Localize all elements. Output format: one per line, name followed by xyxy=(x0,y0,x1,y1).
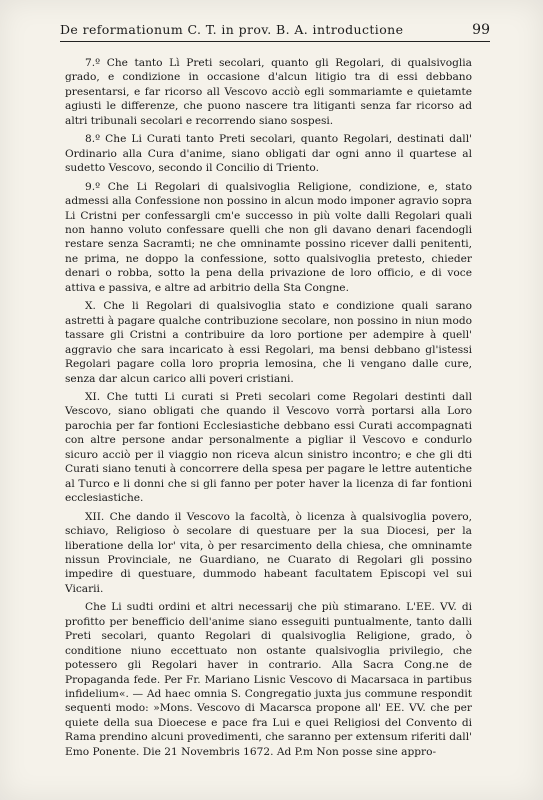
header-rule xyxy=(60,41,490,42)
paragraph-8: 8.º Che Li Curati tanto Preti secolari, quanto Regolari, destinati dall' Ordinario alla Cura d'anime, siano obligati dar ogni anno il quartese al sudetto Vescovo, secondo il Concilio di Triento. xyxy=(65,133,472,175)
paragraph-closing: Che Li sudti ordini et altri necessarij che più stimarano. L'EE. VV. di profitto per benefficio dell'anime siano esseguiti puntualmente, tanto dalli Preti secolari, quanto Regolari di qualsivoglia Religione, grado, ò conditione niuno eccettuato non ostante qualsivoglia privilegio, che potessero gli Regolari haver in contrario. Alla Sacra Cong.ne de Propaganda fede. Per Fr. Mariano Lisnic Vescovo di Macarsaca in partibus infidelium«. — Ad haec omnia S. Congregatio juxta jus commune respondit sequenti modo: »Mons. Vescovo di Macarsca propone all' EE. VV. che per quiete della sua Dioecese e pace fra Lui e quei Religiosi del Convento di Rama prendino alcuni provedimenti, che saranno per extensum riferiti dall' Emo Ponente. Die 21 Novembris 1672. Ad P.m Non posse sine appro- xyxy=(65,601,472,758)
running-header xyxy=(60,22,490,38)
header-title: De reformationum C. T. in prov. B. A. introductione xyxy=(60,22,404,37)
paragraph-x: X. Che li Regolari di qualsivoglia stato e condizione quali sarano astretti à pagare qualche contribuzione secolare, non possino in niun modo tassare gli Cristni a contribuire da loro portione per adempire à quell' aggravio che sara incaricato à essi Regolari, ma bensi debbano gl'istessi Regolari pagare colla loro propria lemosina, che li vengano dalle cure, senza dar alcun carico alli poveri cristiani. xyxy=(65,300,472,385)
paragraph-xi: XI. Che tutti Li curati si Preti secolari come Regolari destinti dall Vescovo, siano obligati che quando il Vescovo vorrà portarsi alla Loro parochia per far fontioni Ecclesiastiche debbano essi Curati accompagnati con altre persone andar personalmente a pigliar il Vescovo e condurlo sicuro acciò per il viaggio non riceva alcun sinistro incontro; e che gli dti Curati siano tenuti à concorrere della spesa per pagare le lettre autentiche al Turco e li donni che si gli fanno per poter haver la licenza di far fontioni ecclesiastiche. xyxy=(65,390,472,505)
paragraph-9: 9.º Che Li Regolari di qualsivoglia Religione, condizione, e, stato admessi alla Confessione non possino in alcun modo imponer agravio sopra Li Cristni per confessargli cm'e successo in più volte dalli Regolari quali non hanno voluto confessare quelli che non gli davano denari facendogli restare senza Sacramti; ne che omninamte possino ricever dalli penitenti, ne prima, ne doppo la confessione, sotto qualsivoglia pretesto, chieder denari o robba, sotto la pena della privazione de loro officio, e di voce attiva e passiva, e altre ad arbitrio della Sta Congne. xyxy=(65,180,472,294)
paragraph-xii: XII. Che dando il Vescovo la facoltà, ò licenza à qualsivoglia povero, schiavo, Religioso ò secolare di questuare per la sua Diocesi, per la liberatione della lor' vita, ò per resarcimento della chiesa, che omninamte nissun Provinciale, ne Guardiano, ne Cuarato di Regolari gli possino impedire di questuare, dummodo habeant facultatem Episcopi vel sui Vicarii. xyxy=(65,510,472,595)
paragraph-7: 7.º Che tanto Lì Preti secolari, quanto gli Regolari, di qualsivoglia grado, e condizione in occasione d'alcun litigio tra di essi debbano presentarsi, e far ricorso all Vescovo acciò egli sommariamte e quietamte agiusti le differenze, che puono nascere tra litiganti senza far ricorso ad altri tribunali secolari e recorrendo siano sospesi. xyxy=(65,57,472,127)
body-text xyxy=(65,56,472,763)
page-number: 99 xyxy=(472,22,490,38)
